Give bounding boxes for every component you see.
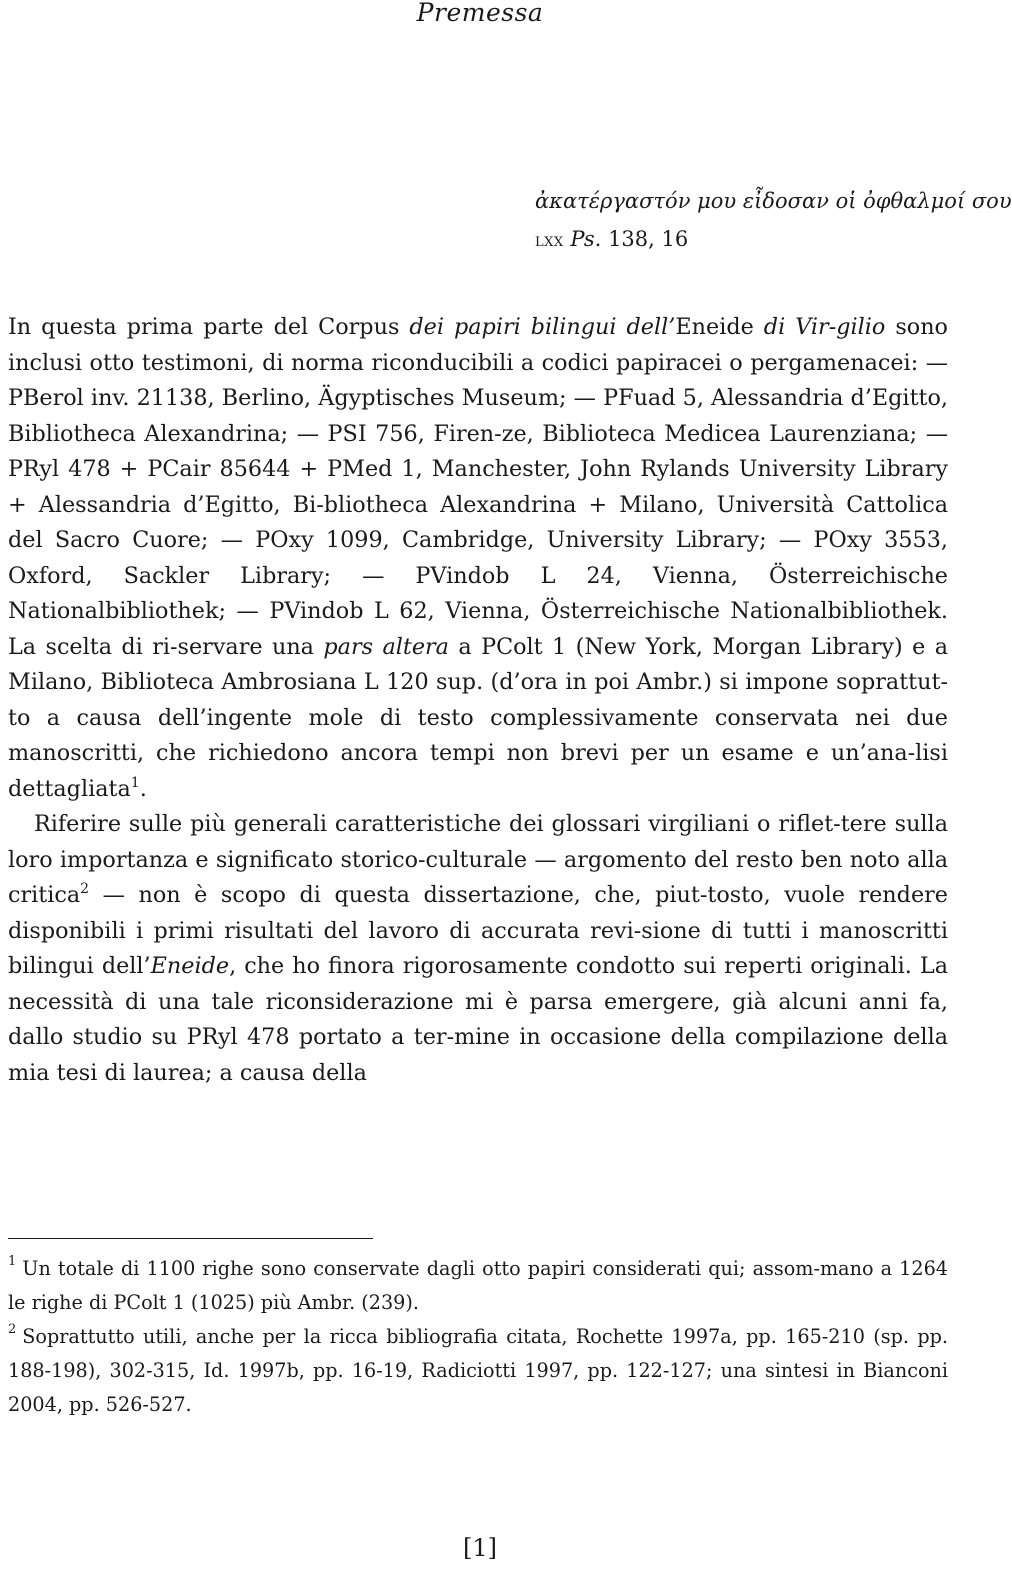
page-number: [1] — [463, 1534, 497, 1562]
text-run: — non è scopo di questa dissertazione, che, piut-tosto, vuole rendere disponibili i primi risultati del lavoro di accurata revi-sione di tutti i manoscritti bilingui dell’ — [8, 882, 948, 979]
main-text — [8, 310, 948, 1091]
epigraph-quote: ἀκατέργαστόν μου εἶδοσαν οἱ ὀφθαλμοί σου — [535, 189, 1012, 213]
text-run: , che ho finora rigorosamente condotto sui reperti originali. La necessità di una tale riconsiderazione mi è parsa emergere, già alcuni anni fa, dallo studio su PRyl 478 portato a ter-mine in occasione della compilazione della mia tesi di laurea; a causa della — [8, 953, 948, 1086]
footnote-number: 1 — [8, 1254, 17, 1269]
footnote-marker-2: 2 — [80, 881, 90, 897]
footnote-marker-1: 1 — [130, 774, 140, 791]
paragraph-2 — [8, 807, 948, 1091]
footnote-text: Soprattutto utili, anche per la ricca bibliografia citata, Rochette 1997a, pp. 165-210 (sp. pp. 188-198), 302-315, Id. 1997b, pp. 16-19, Radiciotti 1997, pp. 122-127; una sintesi in Bianconi 2004, pp. 526-527. — [8, 1325, 948, 1416]
epigraph — [535, 182, 1012, 259]
italic-run: Eneide — [150, 953, 230, 979]
running-header: Premessa — [416, 0, 544, 27]
text-run: . — [139, 775, 147, 802]
text-run: sono inclusi otto testimoni, di norma riconducibili a codici papiracei o pergamenacei: — PBerol inv. 21138, Berlino, Ägyptisches Museum; — PFuad 5, Alessandria d’Egitto, Bibliotheca Alexandrina; — PSI 756, Firen-ze, Biblioteca Medicea Laurenziana; — PRyl 478 + PCair 85644 + PMed 1, Manchester, John Rylands University Library + Alessandria d’Egitto, Bi-bliotheca Alexandrina + Milano, Università Cattolica del Sacro Cuore; — POxy 1099, Cambridge, University Library; — POxy 3553, Oxford, Sackler Library; — PVindob L 24, Vienna, Österreichische Nationalbibliothek; — PVindob L 62, Vienna, Österreichische Nationalbibliothek. La scelta di ri-servare una — [8, 314, 948, 660]
footnote-number: 2 — [8, 1322, 17, 1337]
text-run: Riferire sulle più generali caratteristiche dei glossari virgiliani o riflet-tere sulla loro importanza e significato storico-culturale — argomento del resto ben noto alla critica — [8, 811, 948, 908]
footnotes — [8, 1252, 948, 1422]
epigraph-ref-verse: 138, 16 — [608, 227, 689, 251]
footnote-text: Un totale di 1100 righe sono conservate dagli otto papiri considerati qui; assom-mano a 1264 le righe di PColt 1 (1025) più Ambr. (239). — [8, 1257, 948, 1314]
text-run: In questa prima parte del Corpus — [8, 314, 410, 340]
italic-run: di Vir-gilio — [763, 314, 886, 340]
paragraph-1 — [8, 310, 948, 807]
epigraph-reference — [535, 220, 950, 259]
text-run: a PColt 1 (New York, Morgan Library) e a Milano, Biblioteca Ambrosiana L 120 sup. (d’ora in poi Ambr.) si impone soprattut-to a causa dell’ingente mole di testo complessivamente conservata nei due manoscritti, che richiedono ancora tempi non brevi per un esame e un’ana-lisi dettagliata — [8, 633, 948, 802]
italic-run: dei papiri bilingui dell’ — [409, 314, 676, 340]
epigraph-ref-book: Ps. — [570, 227, 602, 251]
text-run: Eneide — [675, 314, 764, 340]
italic-run: pars altera — [323, 633, 449, 660]
footnote-rule — [8, 1238, 373, 1239]
footnote-1 — [8, 1252, 948, 1320]
epigraph-ref-lxx: lxx — [535, 229, 564, 251]
footnote-2 — [8, 1320, 948, 1422]
